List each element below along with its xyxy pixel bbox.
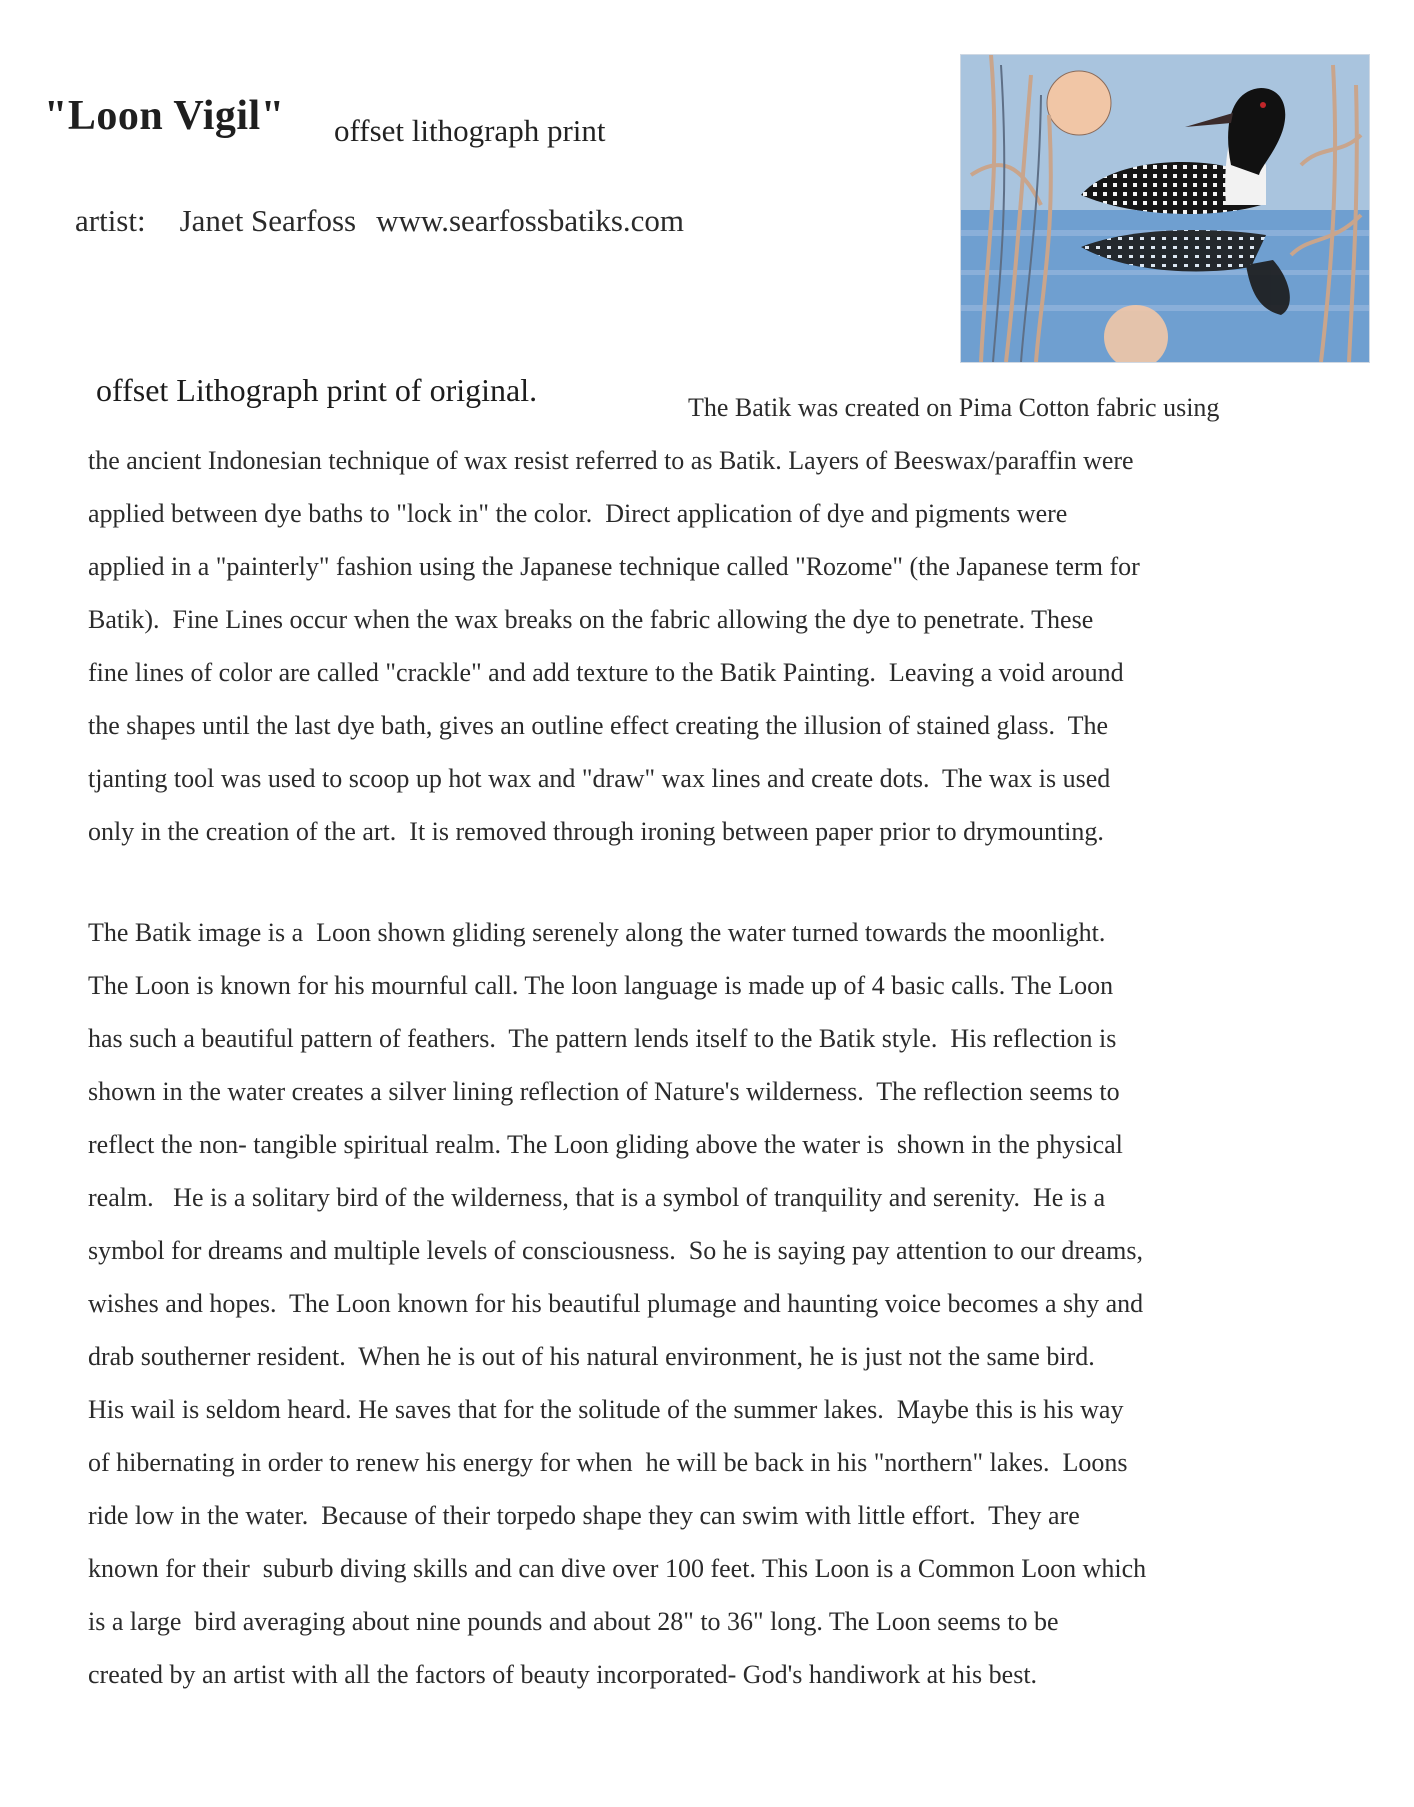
text-line: applied in a "painterly" fashion using the Japanese technique called "Rozome" (the Japanese term for	[88, 552, 1140, 581]
print-type-label: offset lithograph print	[334, 113, 606, 148]
text-line: tjanting tool was used to scoop up hot wax and "draw" wax lines and create dots. The wax is used	[88, 764, 1111, 793]
text-line: ride low in the water. Because of their torpedo shape they can swim with little effort. They are	[88, 1501, 1080, 1530]
artist-name: Janet Searfoss	[179, 203, 357, 238]
text-line: is a large bird averaging about nine pounds and about 28" to 36" long. The Loon seems to be	[88, 1607, 1059, 1636]
text-line: realm. He is a solitary bird of the wilderness, that is a symbol of tranquility and serenity. He is a	[88, 1183, 1106, 1212]
text-line: the shapes until the last dye bath, gives an outline effect creating the illusion of stained glass. The	[88, 711, 1109, 740]
text-line: shown in the water creates a silver lining reflection of Nature's wilderness. The reflection seems to	[88, 1077, 1120, 1106]
text-line: only in the creation of the art. It is removed through ironing between paper prior to drymounting.	[88, 817, 1104, 846]
artist-credit	[44, 167, 684, 275]
lead-text: offset Lithograph print of original.	[96, 372, 538, 408]
text-line: The Batik was created on Pima Cotton fabric using	[688, 393, 1220, 422]
text-line: known for their suburb diving skills and can dive over 100 feet. This Loon is a Common Loon which	[88, 1554, 1147, 1583]
text-line: has such a beautiful pattern of feathers. The pattern lends itself to the Batik style. His reflection is	[88, 1024, 1117, 1053]
artist-label: artist:	[75, 203, 146, 238]
text-line: Batik). Fine Lines occur when the wax breaks on the fabric allowing the dye to penetrate. These	[88, 605, 1094, 634]
artist-website: www.searfossbatiks.com	[376, 203, 685, 238]
artwork-image	[960, 54, 1370, 363]
text-line: symbol for dreams and multiple levels of consciousness. So he is saying pay attention to our dreams,	[88, 1236, 1143, 1265]
text-line: His wail is seldom heard. He saves that for the solitude of the summer lakes. Maybe this is his way	[88, 1395, 1124, 1424]
paragraph-technique	[88, 381, 1338, 858]
text-line: applied between dye baths to "lock in" the color. Direct application of dye and pigments were	[88, 499, 1068, 528]
text-line: the ancient Indonesian technique of wax resist referred to as Batik. Layers of Beeswax/paraffin were	[88, 446, 1134, 475]
moon	[1047, 71, 1111, 135]
text-line: created by an artist with all the factors of beauty incorporated- God's handiwork at his best.	[88, 1660, 1038, 1689]
text-line: The Loon is known for his mournful call. The loon language is made up of 4 basic calls. The Loon	[88, 971, 1114, 1000]
text-line: wishes and hopes. The Loon known for his beautiful plumage and haunting voice becomes a shy and	[88, 1289, 1144, 1318]
paragraph-loon-description	[88, 906, 1338, 1701]
text-line: of hibernating in order to renew his energy for when he will be back in his "northern" lakes. Loons	[88, 1448, 1128, 1477]
text-line: drab southerner resident. When he is out of his natural environment, he is just not the same bird.	[88, 1342, 1095, 1371]
text-line: reflect the non- tangible spiritual realm. The Loon gliding above the water is shown in the physical	[88, 1130, 1123, 1159]
artwork-title: "Loon Vigil"	[44, 93, 285, 139]
loon-batik-illustration	[961, 55, 1369, 362]
text-line: The Batik image is a Loon shown gliding serenely along the water turned towards the moonlight.	[88, 918, 1106, 947]
text-line: fine lines of color are called "crackle" and add texture to the Batik Painting. Leaving a void around	[88, 658, 1124, 687]
